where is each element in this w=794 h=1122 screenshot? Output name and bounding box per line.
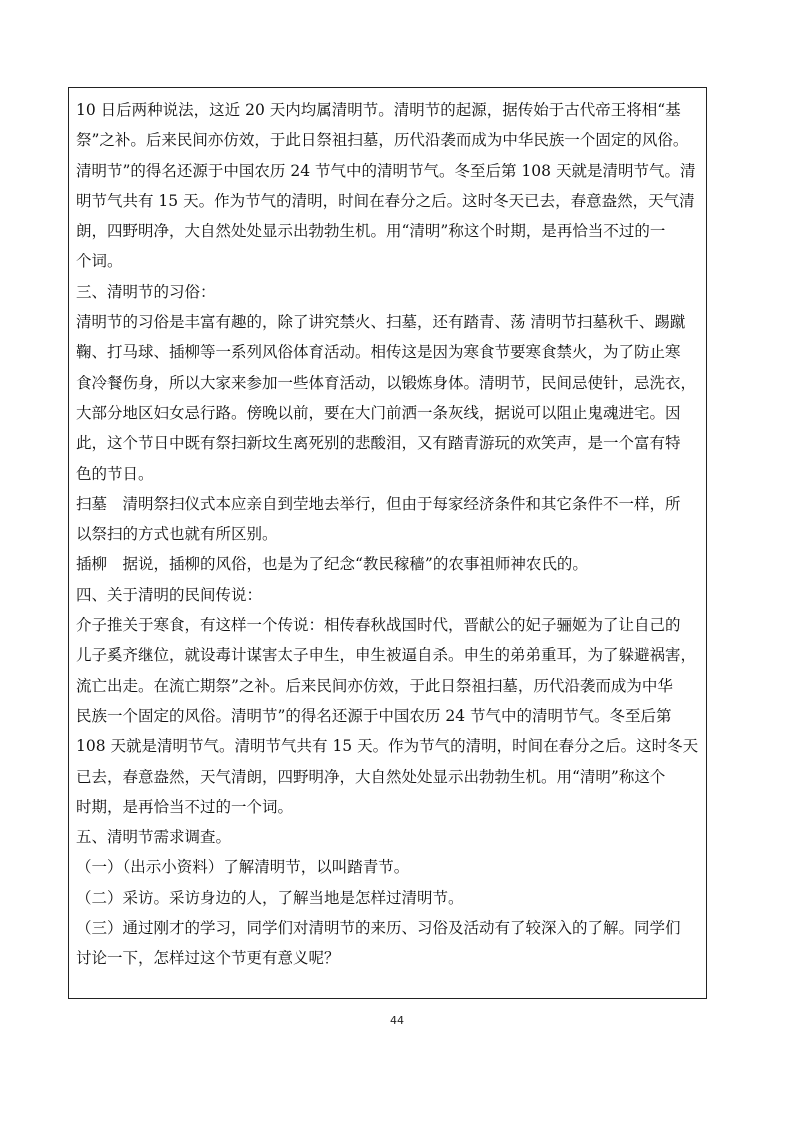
text-line: 食冷餐伤身，所以大家来参加一些体育活动，以锻炼身体。清明节，民间忌使针，忌洗衣， xyxy=(76,373,697,392)
text-line: 扫墓 清明祭扫仪式本应亲自到茔地去举行，但由于每家经济条件和其它条件不一样，所 xyxy=(76,494,681,513)
text-line: 108 天就是清明节气。清明节气共有 15 天。作为节气的清明，时间在春分之后。这时冬天 xyxy=(76,737,699,756)
text-line: 朗，四野明净，大自然处处显示出勃勃生机。用“清明”称这个时期，是再恰当不过的一 xyxy=(76,222,666,241)
section-heading: 五、清明节需求调查。 xyxy=(76,828,232,847)
page-number: 44 xyxy=(390,1014,404,1027)
text-line: 10 日后两种说法，这近 20 天内均属清明节。清明节的起源，据传始于古代帝王将相“基 xyxy=(76,101,681,119)
text-line: （一）（出示小资料）了解清明节，以叫踏青节。 xyxy=(76,858,410,877)
text-line: 个词。 xyxy=(76,252,123,271)
section-heading: 四、关于清明的民间传说： xyxy=(76,585,263,604)
text-line: 清明节”的得名还源于中国农历 24 节气中的清明节气。冬至后第 108 天就是清明节气。清 xyxy=(76,161,696,180)
text-line: 此，这个节日中既有祭扫新坟生离死别的悲酸泪，又有踏青游玩的欢笑声，是一个富有特 xyxy=(76,434,681,453)
document-body xyxy=(76,95,702,974)
text-line: 插柳 据说，插柳的风俗，也是为了纪念“教民稼穑”的农事祖师神农氏的。 xyxy=(76,555,588,574)
text-line: 明节气共有 15 天。作为节气的清明，时间在春分之后。这时冬天已去，春意盎然，天气清 xyxy=(76,191,695,210)
text-line: 以祭扫的方式也就有所区别。 xyxy=(76,525,278,544)
text-line: 民族一个固定的风俗。清明节”的得名还源于中国农历 24 节气中的清明节气。冬至后第 xyxy=(76,706,672,725)
text-line: 清明节的习俗是丰富有趣的，除了讲究禁火、扫墓，还有踏青、荡 清明节扫墓秋千、踢蹴 xyxy=(76,313,686,332)
text-line: 鞠、打马球、插柳等一系列风俗体育活动。相传这是因为寒食节要寒食禁火，为了防止寒 xyxy=(76,343,681,362)
text-line: 介子推关于寒食，有这样一个传说：相传春秋战国时代，晋献公的妃子骊姬为了让自己的 xyxy=(76,616,681,635)
text-line: 大部分地区妇女忌行路。傍晚以前，要在大门前洒一条灰线，据说可以阻止鬼魂进宅。因 xyxy=(76,403,681,422)
text-line: 时期，是再恰当不过的一个词。 xyxy=(76,797,294,816)
text-line: 祭”之补。后来民间亦仿效，于此日祭祖扫墓，历代沿袭而成为中华民族一个固定的风俗。 xyxy=(76,131,689,150)
text-line: 已去，春意盎然，天气清朗，四野明净，大自然处处显示出勃勃生机。用“清明”称这个 xyxy=(76,767,666,786)
text-line: 讨论一下，怎样过这个节更有意义呢？ xyxy=(76,949,340,968)
text-line: （二）采访。采访身边的人，了解当地是怎样过清明节。 xyxy=(76,888,464,907)
text-line: 儿子奚齐继位，就设毒计谋害太子申生，申生被逼自杀。申生的弟弟重耳，为了躲避祸害， xyxy=(76,646,697,665)
text-line: （三）通过刚才的学习，同学们对清明节的来历、习俗及活动有了较深入的了解。同学们 xyxy=(76,919,681,938)
text-line: 流亡出走。在流亡期祭”之补。后来民间亦仿效，于此日祭祖扫墓，历代沿袭而成为中华 xyxy=(76,676,673,695)
section-heading: 三、清明节的习俗： xyxy=(76,282,216,301)
text-line: 色的节日。 xyxy=(76,464,154,483)
